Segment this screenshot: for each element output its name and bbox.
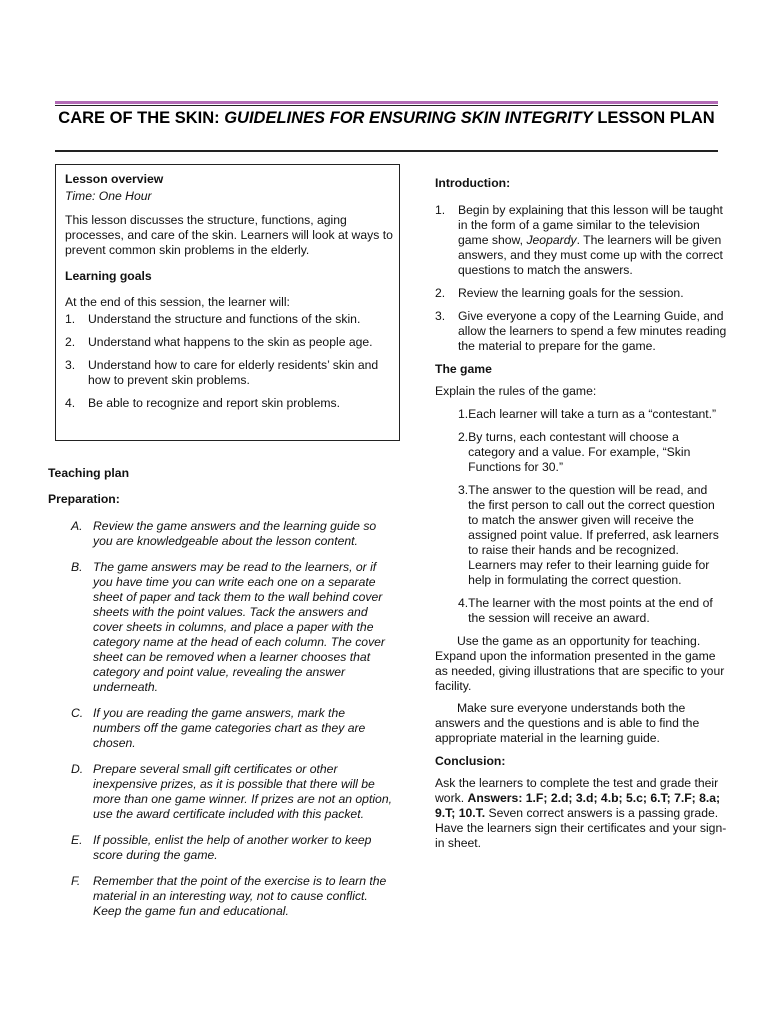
game-paragraph-1: Use the game as an opportunity for teaching. Expand upon the information presented in the game as needed, giving illustrations that are specific to your facility. xyxy=(435,634,725,693)
page-title: CARE OF THE SKIN: GUIDELINES FOR ENSURING SKIN INTEGRITY LESSON PLAN xyxy=(58,109,715,127)
introduction-heading: Introduction: xyxy=(435,176,511,190)
list-item: 2. Understand what happens to the skin as people age. xyxy=(65,335,373,349)
list-item: 3. Understand how to care for elderly residents’ skin and how to prevent skin problems. xyxy=(65,358,379,387)
goals-intro: At the end of this session, the learner will: xyxy=(65,295,290,309)
game-paragraph-2: Make sure everyone understands both the answers and the questions and is able to find the appropriate material in the learning guide. xyxy=(435,701,700,745)
preparation-heading: Preparation: xyxy=(48,492,120,506)
conclusion-heading: Conclusion: xyxy=(435,754,506,768)
list-item: 3. The answer to the question will be read, and the first person to call out the correct question to match the answer given will receive the assigned point value. If preferred, ask learners to raise their hands and be recognized. Learners may refer to their learning guide for help in formulating the correct question. xyxy=(458,483,719,587)
goals-heading: Learning goals xyxy=(65,269,152,283)
list-item: E. If possible, enlist the help of another worker to keep score during the game. xyxy=(71,833,372,862)
preparation-list xyxy=(48,519,393,919)
list-item: B. The game answers may be read to the learners, or if you have time you can write each one on a separate sheet of paper and tack them to the wall behind cover sheets with the point values. Tack the answers and cover sheets in columns, and place a paper with the category name at the head of each column. The cover sheet can be removed when a learner chooses that category and point value, revealing the answer underneath. xyxy=(71,560,385,694)
list-item: D. Prepare several small gift certificates or other inexpensive prizes, as it is possible that there will be more than one game winner. If prizes are not an option, use the award certificate included with this packet. xyxy=(71,762,392,821)
list-item: 2. By turns, each contestant will choose a category and a value. For example, “Skin Functions for 30.” xyxy=(458,430,691,474)
game-intro: Explain the rules of the game: xyxy=(435,384,597,398)
list-item: 1. Each learner will take a turn as a “contestant.” xyxy=(458,407,717,421)
introduction-list xyxy=(435,203,727,354)
list-item: 4. Be able to recognize and report skin problems. xyxy=(65,396,341,410)
list-item: C. If you are reading the game answers, mark the numbers off the game categories chart as they are chosen. xyxy=(71,706,366,750)
title-bottom-rule xyxy=(55,150,718,152)
game-heading: The game xyxy=(435,362,492,376)
title-top-rule-purple xyxy=(55,101,718,104)
title-top-rule xyxy=(55,105,718,106)
teaching-heading: Teaching plan xyxy=(48,466,130,480)
overview-time: Time: One Hour xyxy=(65,189,152,203)
list-item: A. Review the game answers and the learning guide so you are knowledgeable about the lesson content. xyxy=(71,519,377,548)
lesson-overview xyxy=(65,172,395,411)
list-item: 1. Understand the structure and functions of the skin. xyxy=(65,312,361,326)
overview-description: This lesson discusses the structure, functions, aging processes, and care of the skin. Learners will look at ways to prevent common skin problems in the elderly. xyxy=(65,213,393,257)
list-item: 2. Review the learning goals for the session. xyxy=(435,286,684,300)
list-item: 4. The learner with the most points at the end of the session will receive an award. xyxy=(458,596,713,625)
overview-heading: Lesson overview xyxy=(65,172,164,186)
list-item: 1. Begin by explaining that this lesson will be taught in the form of a game similar to the television game show, Jeopardy. The learners will be given answers, and they must come up with the correct questions to match the answers. xyxy=(435,203,723,277)
goals-list xyxy=(65,312,395,411)
game-rules-list xyxy=(435,407,727,626)
list-item: 3. Give everyone a copy of the Learning Guide, and allow the learners to spend a few minutes reading the material to prepare for the game. xyxy=(435,309,727,353)
teaching-plan xyxy=(48,466,393,919)
right-column xyxy=(435,176,727,851)
list-item: F. Remember that the point of the exercise is to learn the material in an interesting way, not to cause conflict. Keep the game fun and educational. xyxy=(71,874,387,918)
conclusion-text: Ask the learners to complete the test and grade their work. Answers: 1.F; 2.d; 3.d; 4.b; 5.c; 6.T; 7.F; 8.a; 9.T; 10.T. Seven correct answers is a passing grade. Have the learners sign their certificates and your sign-in sheet. xyxy=(435,776,727,850)
